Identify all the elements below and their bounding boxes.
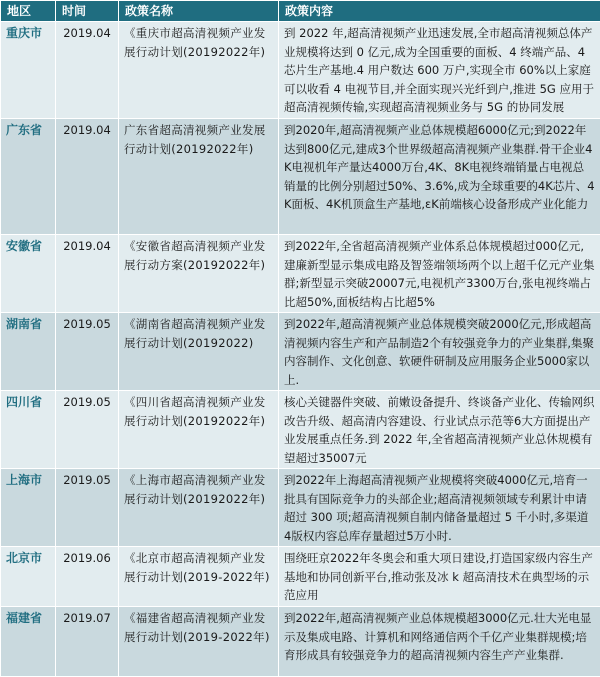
header-region: 地区 [1, 1, 56, 22]
table-row [1, 22, 600, 119]
policy-name-cell: 广东省超高清视频产业发展行动计划(20192022年) [119, 119, 279, 235]
date-cell: 2019.06 [56, 547, 119, 607]
policy-content-cell: 到 2022 年,超高清视频产业迅速发展,全市超高清视频总体产业规模将达到 0 亿元,成为全国重要的面板、4 终端产品、4 芯片生产基地.4 用户数达 600 万户,实现全市 60%以上家庭可以收看 4 电视节目,并全面实现兴光纤到户,推进 5G 应用于超高清视频传输,实现超高清视频业务与 5G 的协同发展 [279, 22, 600, 119]
table-row [1, 313, 600, 391]
policy-content-cell: 到2022年上海超高清视频产业规模将突破4000亿元,培育一批具有国际竞争力的头部企业;超高清视频领域专利累计申请超过 300 项;超高清视频自制内储备量超过 5 千小时,多渠道4版权内容总库存量超过5万小时. [279, 469, 600, 547]
date-cell: 2019.04 [56, 22, 119, 119]
policy-name-cell: 《重庆市超高清视频产业发展行动计划(20192022年) [119, 22, 279, 119]
table-row [1, 469, 600, 547]
region-cell: 广东省 [1, 119, 56, 235]
policy-content-cell: 到2022年,超高清视频产业总体规模突破2000亿元,形成超高清视频内容生产和产品制造2个有较强竞争力的产业集群,集聚内容制作、文化创意、软硬件研制及应用服务企业5000家以上. [279, 313, 600, 391]
table-row [1, 547, 600, 607]
policy-content-cell: 到2022年,全省超高清视频产业体系总体规模超过000亿元,建廉新型显示集成电路及智签端领场两个以上超千亿元产业集群;新型显示突破20007元,电视机产3300万台,张电视终端占比超50%,面板结构占比超5% [279, 235, 600, 313]
region-cell: 重庆市 [1, 22, 56, 119]
region-cell: 四川省 [1, 391, 56, 469]
date-cell: 2019.05 [56, 391, 119, 469]
policy-name-cell: 《四川省超高清视频产业发展行动计划(20192022年) [119, 391, 279, 469]
table-row [1, 391, 600, 469]
policy-name-cell: 《北京市超高清视频产业发展行动计划(2019-2022年) [119, 547, 279, 607]
header-policy-content: 政策内容 [279, 1, 600, 22]
policy-name-cell: 《湖南省超高清视频产业发展行动计划(20192022) [119, 313, 279, 391]
date-cell: 2019.05 [56, 313, 119, 391]
date-cell: 2019.04 [56, 235, 119, 313]
table-row [1, 235, 600, 313]
policy-content-cell: 到2022年,超高清视频产业总体规模超3000亿元.壮大光电显示及集成电路、计算机和网络通信两个千亿产业集群规模;培育形成具有较强竞争力的超高清视频内容生产产业集群. [279, 607, 600, 677]
region-cell: 福建省 [1, 607, 56, 677]
region-cell: 安徽省 [1, 235, 56, 313]
date-cell: 2019.07 [56, 607, 119, 677]
policy-name-cell: 《安徽省超高清视频产业发展行动方案(20192022年) [119, 235, 279, 313]
policy-content-cell: 核心关键器件突破、前嫩设备提升、终谈备产业化、传输网织改告升级、超高清内容建设、行业试点示范等6大方面提出产业发展重点任务.到 2022 年,全省超高清视频产业总休规模有望超过35007元 [279, 391, 600, 469]
table-row [1, 119, 600, 235]
table-header-row [1, 1, 600, 22]
region-cell: 北京市 [1, 547, 56, 607]
header-date: 时间 [56, 1, 119, 22]
date-cell: 2019.05 [56, 469, 119, 547]
policy-name-cell: 《福建省超高清视频产业发展行动计划(2019-2022年) [119, 607, 279, 677]
date-cell: 2019.04 [56, 119, 119, 235]
policy-name-cell: 《上海市超高清视频产业发展行动计划(20192022年) [119, 469, 279, 547]
region-cell: 上海市 [1, 469, 56, 547]
policy-content-cell: 到2020年,超高清视频产业总体规模超6000亿元;到2022年达到800亿元,建成3个世界级超高清视频产业集群.骨干企业4K电视机年产量达4000万台,4K、8K电视终端销量占电视总销量的比例分别超过50%、3.6%,成为全球重要的4K芯片、4K面板、4K机顶盒生产基地,εK前端核心设备形成产业化能力 [279, 119, 600, 235]
table-row [1, 607, 600, 677]
policy-content-cell: 围绕旺京2022年冬奥会和重大项日建设,打造国家级内容生产基地和协同创新平台,推动张及冰 k 超高清技术在典型场的示范应用 [279, 547, 600, 607]
region-cell: 湖南省 [1, 313, 56, 391]
header-policy-name: 政策名称 [119, 1, 279, 22]
